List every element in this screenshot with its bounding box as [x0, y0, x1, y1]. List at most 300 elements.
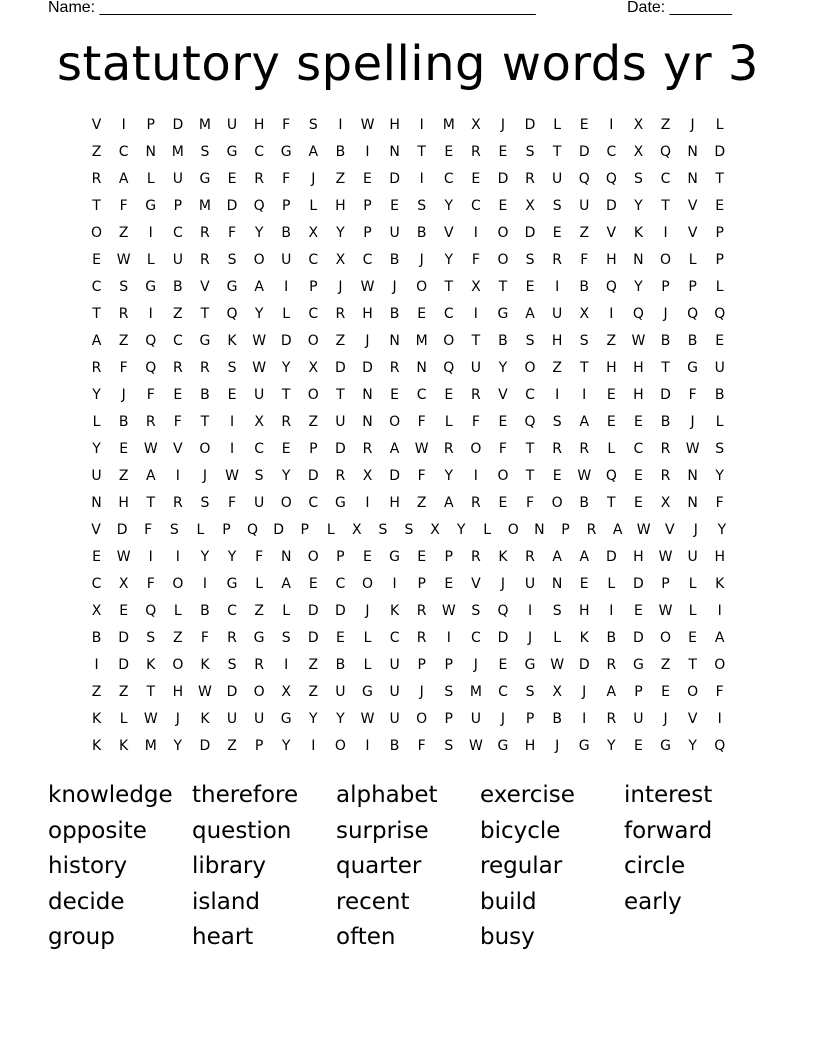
grid-letter: H: [524, 738, 536, 754]
grid-letter: F: [282, 171, 291, 187]
grid-letter: C: [118, 144, 129, 160]
grid-letter: E: [661, 684, 670, 700]
grid-row: [83, 733, 735, 760]
grid-letter: C: [172, 333, 183, 349]
grid-letter: R: [552, 441, 562, 457]
grid-letter: H: [714, 549, 725, 565]
grid-letter: Q: [145, 603, 157, 619]
grid-letter: I: [148, 225, 153, 241]
grid-letter: A: [389, 441, 400, 457]
grid-letter: Z: [308, 657, 319, 673]
grid-letter: S: [169, 522, 179, 538]
grid-letter: F: [526, 495, 535, 511]
grid-letter: Z: [335, 333, 346, 349]
grid-letter: I: [148, 549, 153, 565]
word-bank-item: regular: [480, 853, 563, 879]
grid-letter: L: [483, 522, 492, 538]
grid-letter: D: [273, 522, 284, 538]
grid-letter: I: [311, 738, 316, 754]
grid-letter: P: [146, 117, 155, 133]
grid-letter: N: [91, 495, 102, 511]
grid-letter: E: [688, 630, 698, 646]
grid-letter: E: [119, 441, 129, 457]
grid-letter: I: [473, 225, 478, 241]
grid-letter: V: [687, 711, 698, 727]
grid-letter: P: [363, 225, 372, 241]
grid-letter: R: [281, 414, 292, 430]
grid-letter: R: [362, 441, 373, 457]
grid-letter: Y: [281, 360, 291, 376]
grid-letter: O: [416, 279, 428, 295]
grid-letter: W: [468, 738, 483, 754]
grid-letter: H: [551, 333, 563, 349]
grid-letter: T: [200, 306, 210, 322]
grid-letter: R: [416, 603, 427, 619]
word-bank-item: opposite: [48, 817, 147, 844]
grid-letter: J: [202, 468, 207, 484]
grid-letter: E: [552, 468, 562, 484]
grid-letter: W: [143, 711, 158, 727]
grid-letter: P: [222, 522, 231, 538]
grid-letter: Y: [498, 360, 508, 376]
grid-letter: R: [172, 360, 183, 376]
grid-letter: K: [633, 225, 644, 241]
word-bank-item: often: [336, 924, 396, 950]
grid-letter: Z: [91, 684, 102, 700]
grid-letter: V: [471, 576, 481, 592]
grid-letter: R: [254, 657, 264, 673]
grid-letter: Y: [92, 387, 101, 403]
grid-letter: R: [470, 387, 481, 403]
grid-letter: X: [91, 603, 102, 619]
grid-letter: E: [606, 387, 616, 403]
grid-letter: M: [469, 684, 482, 700]
grid-letter: E: [498, 657, 508, 673]
grid-letter: C: [606, 144, 617, 160]
grid-letter: O: [660, 630, 672, 646]
grid-letter: A: [612, 522, 623, 538]
grid-letter: Q: [605, 279, 617, 295]
grid-letter: E: [363, 171, 372, 187]
grid-letter: R: [172, 495, 183, 511]
grid-letter: T: [336, 387, 345, 403]
grid-letter: G: [145, 279, 157, 295]
grid-letter: J: [311, 171, 316, 187]
grid-letter: S: [444, 684, 454, 700]
grid-letter: L: [688, 603, 697, 619]
grid-letter: M: [144, 738, 157, 754]
grid-letter: C: [470, 198, 481, 214]
grid-letter: U: [253, 387, 265, 403]
grid-letter: K: [389, 603, 400, 619]
grid-letter: J: [527, 630, 533, 646]
grid-letter: K: [91, 711, 102, 727]
grid-letter: F: [173, 414, 182, 430]
grid-letter: B: [335, 144, 346, 160]
grid-letter: P: [688, 279, 697, 295]
grid-letter: V: [687, 225, 698, 241]
grid-letter: U: [524, 576, 536, 592]
grid-letter: B: [416, 225, 427, 241]
word-bank-item: circle: [624, 853, 686, 879]
grid-letter: D: [307, 468, 319, 484]
grid-letter: S: [200, 495, 210, 511]
grid-letter: I: [555, 387, 560, 403]
grid-letter: I: [338, 117, 343, 133]
grid-letter: N: [687, 495, 698, 511]
grid-letter: R: [200, 225, 210, 241]
grid-letter: O: [470, 441, 482, 457]
grid-letter: S: [200, 144, 210, 160]
grid-letter: E: [173, 387, 183, 403]
grid-letter: C: [172, 225, 183, 241]
grid-letter: S: [525, 252, 535, 268]
grid-letter: H: [633, 387, 644, 403]
grid-letter: F: [227, 225, 237, 241]
grid-letter: F: [715, 495, 724, 511]
grid-letter: A: [281, 576, 291, 592]
grid-letter: E: [227, 387, 237, 403]
grid-letter: A: [91, 333, 102, 349]
word-bank-item: knowledge: [48, 782, 173, 808]
grid-letter: Y: [444, 198, 454, 214]
grid-letter: C: [660, 171, 671, 187]
grid-letter: O: [253, 684, 265, 700]
grid-letter: R: [606, 657, 617, 673]
grid-letter: Y: [607, 738, 616, 754]
grid-letter: N: [534, 522, 545, 538]
grid-letter: B: [687, 333, 698, 349]
grid-letter: S: [552, 414, 562, 430]
grid-letter: W: [658, 603, 673, 619]
grid-letter: C: [91, 279, 102, 295]
grid-letter: Z: [118, 684, 129, 700]
grid-letter: Q: [578, 171, 590, 187]
grid-letter: O: [307, 387, 319, 403]
grid-letter: U: [172, 252, 183, 268]
grid-letter: S: [525, 333, 535, 349]
grid-letter: U: [91, 468, 102, 484]
grid-row: [83, 517, 735, 544]
grid-letter: J: [419, 684, 424, 700]
grid-letter: E: [633, 468, 643, 484]
grid-letter: G: [226, 279, 238, 295]
grid-letter: W: [360, 711, 375, 727]
grid-letter: D: [524, 117, 536, 133]
grid-letter: L: [688, 252, 697, 268]
grid-letter: H: [335, 198, 346, 214]
grid-letter: Z: [254, 603, 264, 619]
page-title: statutory spelling words yr 3: [57, 36, 759, 92]
grid-letter: W: [116, 252, 131, 268]
grid-letter: X: [118, 576, 129, 592]
grid-letter: C: [443, 171, 454, 187]
word-bank-item: alphabet: [336, 782, 438, 808]
grid-letter: B: [200, 387, 210, 403]
grid-letter: A: [145, 468, 156, 484]
grid-letter: G: [687, 360, 699, 376]
grid-letter: S: [227, 657, 237, 673]
grid-row: [83, 193, 735, 220]
grid-letter: Y: [444, 468, 454, 484]
grid-letter: T: [552, 144, 562, 160]
grid-letter: O: [91, 225, 103, 241]
grid-row: [83, 220, 735, 247]
grid-letter: S: [281, 630, 291, 646]
grid-letter: K: [200, 711, 210, 727]
grid-letter: G: [524, 657, 536, 673]
grid-letter: B: [660, 414, 671, 430]
grid-letter: D: [280, 333, 292, 349]
grid-letter: L: [119, 711, 128, 727]
grid-letter: B: [173, 279, 183, 295]
grid-row: [83, 409, 735, 436]
grid-letter: B: [579, 495, 590, 511]
grid-letter: G: [226, 576, 238, 592]
grid-letter: A: [552, 549, 562, 565]
grid-letter: T: [281, 387, 291, 403]
grid-letter: R: [200, 252, 210, 268]
grid-letter: N: [362, 414, 373, 430]
grid-letter: H: [633, 549, 644, 565]
grid-letter: E: [227, 171, 237, 187]
grid-letter: E: [281, 441, 291, 457]
grid-letter: A: [606, 684, 617, 700]
grid-letter: T: [498, 279, 508, 295]
grid-letter: G: [226, 144, 238, 160]
grid-letter: C: [254, 441, 264, 457]
grid-letter: O: [199, 441, 211, 457]
grid-letter: S: [417, 198, 427, 214]
grid-letter: N: [280, 549, 292, 565]
grid-letter: S: [444, 738, 454, 754]
grid-row: [83, 463, 735, 490]
grid-letter: D: [605, 198, 617, 214]
grid-letter: I: [419, 171, 424, 187]
grid-letter: G: [578, 738, 590, 754]
grid-letter: B: [660, 333, 671, 349]
grid-letter: N: [389, 333, 400, 349]
grid-letter: M: [198, 198, 211, 214]
grid-letter: I: [284, 279, 289, 295]
grid-letter: Z: [173, 630, 183, 646]
grid-letter: Q: [226, 306, 238, 322]
grid-letter: Q: [714, 738, 726, 754]
grid-letter: C: [91, 576, 102, 592]
grid-letter: U: [335, 414, 346, 430]
grid-letter: Y: [336, 225, 345, 241]
grid-row: [83, 598, 735, 625]
grid-letter: E: [119, 603, 129, 619]
grid-letter: A: [525, 306, 535, 322]
grid-letter: T: [146, 495, 156, 511]
grid-letter: Y: [336, 711, 345, 727]
grid-letter: D: [524, 225, 536, 241]
grid-letter: A: [443, 495, 454, 511]
grid-letter: S: [525, 684, 535, 700]
grid-letter: L: [553, 630, 562, 646]
word-bank: [48, 778, 788, 956]
grid-letter: P: [309, 279, 318, 295]
grid-letter: E: [552, 225, 562, 241]
grid-letter: N: [145, 144, 156, 160]
grid-letter: L: [326, 522, 335, 538]
grid-row: [83, 382, 735, 409]
grid-letter: P: [661, 576, 670, 592]
word-bank-item: recent: [336, 888, 410, 915]
grid-letter: I: [473, 468, 478, 484]
grid-letter: D: [497, 171, 509, 187]
grid-letter: I: [202, 576, 207, 592]
grid-letter: O: [253, 252, 265, 268]
word-bank-item: quarter: [336, 853, 422, 879]
grid-letter: J: [582, 684, 587, 700]
grid-letter: D: [605, 549, 617, 565]
grid-letter: S: [378, 522, 388, 538]
grid-letter: C: [389, 630, 400, 646]
grid-letter: G: [362, 684, 373, 700]
grid-letter: T: [579, 360, 589, 376]
grid-letter: N: [687, 171, 698, 187]
grid-letter: T: [661, 360, 670, 376]
grid-letter: P: [444, 711, 453, 727]
grid-letter: Q: [443, 360, 455, 376]
grid-letter: E: [390, 387, 399, 403]
grid-letter: J: [693, 522, 698, 538]
grid-letter: C: [470, 630, 481, 646]
grid-letter: B: [552, 711, 562, 727]
grid-letter: W: [414, 441, 429, 457]
grid-letter: E: [363, 549, 372, 565]
grid-letter: I: [473, 306, 478, 322]
grid-letter: F: [471, 252, 480, 268]
grid-letter: Z: [335, 171, 346, 187]
grid-letter: K: [119, 738, 129, 754]
grid-letter: L: [607, 441, 616, 457]
grid-letter: Y: [227, 549, 237, 565]
grid-letter: X: [660, 495, 671, 511]
grid-letter: B: [389, 738, 400, 754]
grid-letter: W: [577, 468, 592, 484]
grid-letter: H: [362, 306, 373, 322]
grid-letter: B: [118, 414, 129, 430]
grid-letter: E: [525, 279, 535, 295]
grid-letter: E: [498, 198, 508, 214]
grid-letter: V: [687, 198, 698, 214]
grid-letter: C: [633, 441, 644, 457]
grid-letter: B: [498, 333, 508, 349]
grid-letter: Y: [444, 252, 454, 268]
grid-letter: M: [198, 117, 211, 133]
grid-letter: O: [361, 576, 373, 592]
grid-letter: I: [365, 738, 370, 754]
grid-letter: E: [444, 387, 454, 403]
grid-letter: O: [551, 495, 563, 511]
grid-letter: F: [146, 576, 155, 592]
grid-row: [83, 328, 735, 355]
grid-letter: N: [687, 468, 698, 484]
grid-letter: E: [444, 144, 454, 160]
grid-letter: B: [200, 603, 210, 619]
grid-letter: L: [715, 117, 724, 133]
grid-letter: U: [552, 306, 563, 322]
grid-letter: E: [633, 414, 643, 430]
grid-letter: J: [365, 333, 370, 349]
grid-letter: I: [663, 225, 668, 241]
grid-letter: D: [335, 603, 346, 619]
grid-letter: F: [471, 414, 480, 430]
grid-letter: R: [525, 549, 535, 565]
grid-letter: R: [660, 441, 671, 457]
grid-letter: C: [443, 306, 454, 322]
grid-letter: U: [579, 198, 590, 214]
grid-letter: K: [227, 333, 237, 349]
grid-letter: R: [470, 549, 481, 565]
grid-letter: G: [660, 738, 671, 754]
grid-letter: J: [500, 711, 506, 727]
grid-letter: O: [172, 657, 184, 673]
grid-letter: D: [714, 144, 726, 160]
grid-letter: Q: [497, 603, 509, 619]
grid-letter: L: [92, 414, 101, 430]
grid-letter: N: [362, 387, 373, 403]
grid-letter: S: [552, 198, 562, 214]
grid-letter: C: [227, 603, 237, 619]
grid-row: [83, 247, 735, 274]
grid-letter: I: [94, 657, 99, 673]
grid-letter: P: [715, 252, 724, 268]
grid-letter: T: [146, 684, 156, 700]
word-bank-item: group: [48, 924, 115, 950]
grid-letter: I: [121, 117, 126, 133]
grid-letter: P: [444, 657, 453, 673]
grid-letter: B: [389, 252, 400, 268]
grid-row: [83, 436, 735, 463]
grid-letter: C: [308, 252, 319, 268]
grid-letter: I: [284, 657, 289, 673]
grid-letter: X: [254, 414, 264, 430]
grid-letter: P: [336, 549, 345, 565]
grid-letter: Q: [246, 522, 259, 538]
grid-letter: Y: [173, 738, 183, 754]
grid-letter: S: [119, 279, 129, 295]
grid-letter: O: [334, 738, 346, 754]
grid-letter: W: [360, 279, 375, 295]
grid-letter: Z: [660, 117, 671, 133]
grid-letter: P: [281, 198, 291, 214]
grid-letter: G: [497, 306, 509, 322]
grid-letter: R: [91, 360, 102, 376]
grid-letter: G: [389, 549, 400, 565]
grid-letter: L: [363, 630, 372, 646]
grid-letter: K: [91, 738, 102, 754]
grid-letter: Z: [308, 414, 319, 430]
grid-letter: R: [335, 306, 346, 322]
grid-letter: O: [714, 657, 726, 673]
grid-letter: P: [525, 711, 535, 727]
grid-letter: I: [717, 603, 722, 619]
grid-letter: A: [579, 549, 590, 565]
grid-letter: G: [280, 711, 292, 727]
grid-letter: T: [200, 414, 210, 430]
grid-letter: P: [634, 684, 643, 700]
grid-letter: W: [658, 549, 673, 565]
grid-letter: U: [389, 684, 400, 700]
grid-letter: F: [119, 360, 128, 376]
grid-letter: L: [146, 252, 155, 268]
grid-letter: X: [633, 144, 644, 160]
grid-letter: Q: [605, 171, 617, 187]
